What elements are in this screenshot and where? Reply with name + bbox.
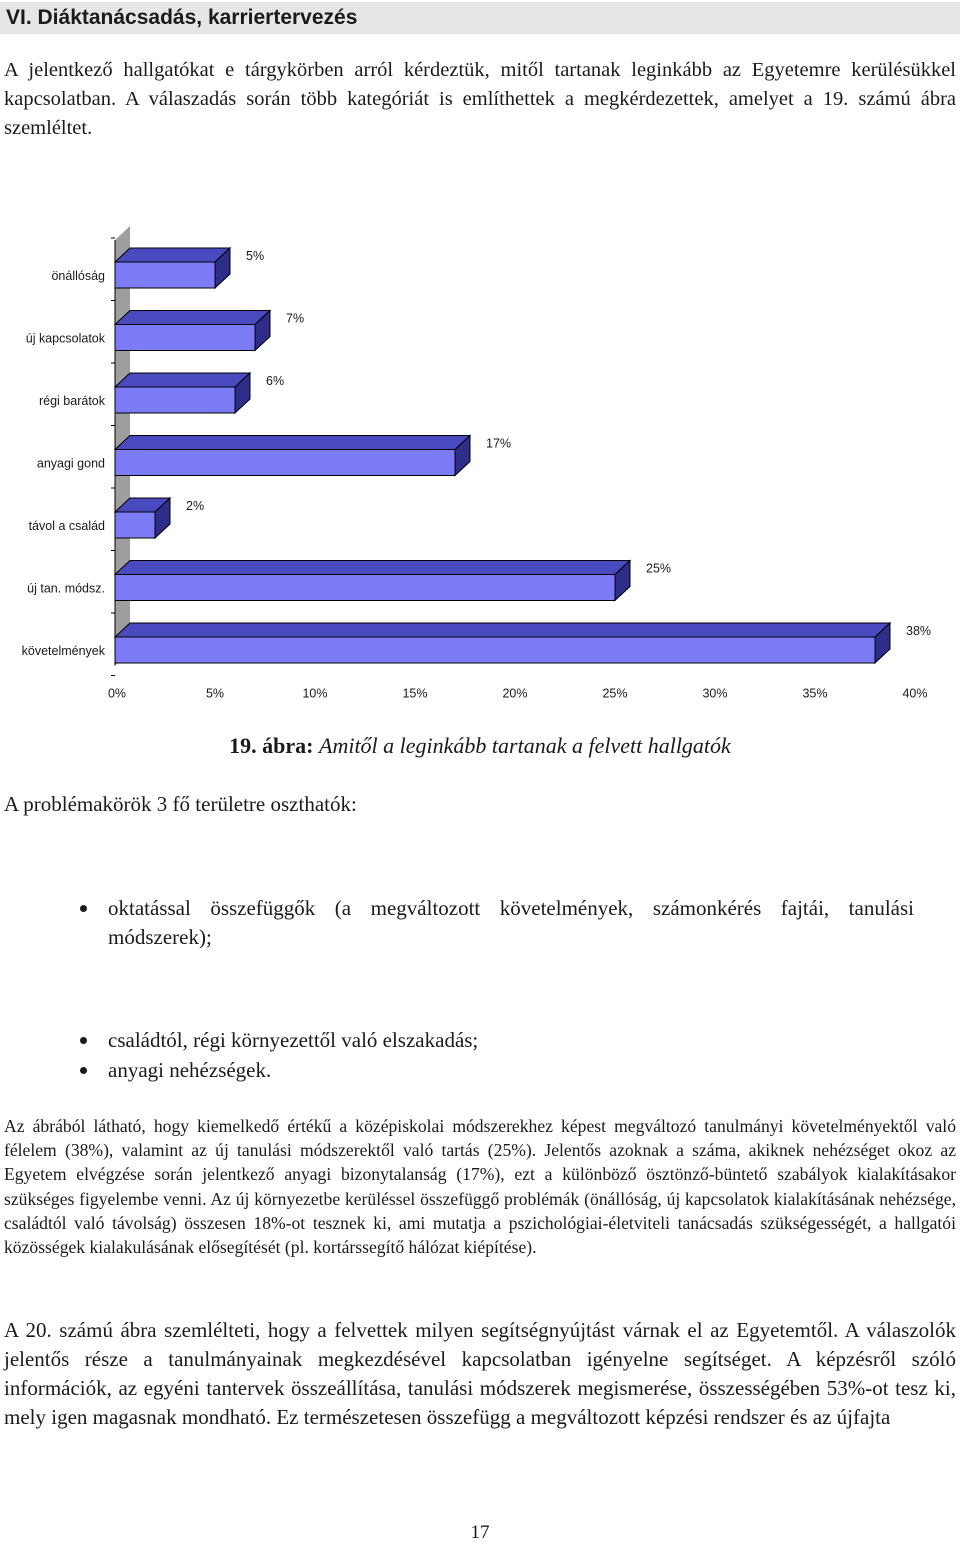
bar-top-face — [115, 623, 890, 637]
bar — [115, 575, 615, 601]
problems-intro: A problémakörök 3 fő területre oszthatók: — [4, 792, 357, 816]
bullet-item: anyagi nehézségek. — [108, 1056, 914, 1085]
chart-axis — [108, 687, 928, 701]
bar-top-face — [115, 311, 270, 325]
bullet-item: családtól, régi környezettől való elszakadás; — [108, 1026, 914, 1055]
x-tick-label: 0% — [107, 686, 127, 701]
x-tick-label: 40% — [902, 686, 928, 701]
bar-top-face — [115, 248, 230, 262]
category-label: új kapcsolatok — [25, 331, 105, 346]
x-tick-label: 35% — [802, 686, 828, 701]
analysis-paragraph: Az ábrából látható, hogy kiemelkedő értékű a középiskolai módszerekhez képest megváltozó tanulmányi követelményektől való félelem (38%), valamint az új tanulási módszerektől való tartás (25%). Jelentős azoknak a száma, akiknek nehézséget okoz az Egyetem elvégzése során jelentkező anyagi bizonytalanság (17%), ezt a különböző ösztönző-büntető szabályok kialakításakor szükséges figyelembe venni. Az új környezetbe kerüléssel összefüggő problémák (önállóság, új kapcsolatok kialakításának nehézsége, családtól való távolság) összesen 18%-ot tesznek ki, ami mutatja a pszichológiai-életviteli tanácsadás szükségességét, a hallgatói közösségek kialakulásának elősegítését (pl. kortárssegítő hálózat kiépítése). — [4, 1116, 956, 1258]
category-label: követelmények — [21, 644, 105, 658]
bullet-item: oktatással összefüggők (a megváltozott követelmények, számonkérés fajtái, tanulási módszerek); — [108, 894, 914, 952]
value-label: 6% — [266, 374, 285, 388]
page-number: 17 — [470, 1522, 490, 1543]
x-tick-label: 10% — [302, 686, 328, 701]
x-tick-label: 25% — [602, 686, 628, 701]
bar — [115, 512, 155, 538]
caption-title: Amitől a leginkább tartanak a felvett hallgatók — [319, 733, 731, 758]
chart-bars — [115, 248, 890, 663]
category-label: önállóság — [51, 269, 105, 283]
bar — [115, 262, 215, 288]
value-label: 5% — [246, 249, 265, 263]
value-label: 38% — [906, 624, 932, 638]
x-tick-label: 20% — [502, 686, 528, 701]
caption-number: 19. ábra: — [229, 733, 314, 758]
bar-top-face — [115, 561, 630, 575]
value-label: 7% — [286, 311, 305, 326]
bar-top-face — [115, 373, 250, 387]
bar-top-face — [115, 436, 470, 450]
value-label: 25% — [646, 561, 672, 576]
value-label: 17% — [486, 436, 512, 451]
value-label: 2% — [186, 499, 205, 513]
x-tick-label: 15% — [402, 686, 428, 701]
fig20-paragraph: A 20. számú ábra szemlélteti, hogy a felvettek milyen segítségnyújtást várnak el az Egyetemtől. A válaszolók jelentős része a tanulmányainak megkezdésével kapcsolatban igényelne segítséget. A képzésről szóló információk, az egyéni tantervek összeállítása, tanulási módszerek megismerése, összességében 53%-ot tesz ki, mely igen magasnak mondható. Ez természetesen összefügg a megváltozott képzési rendszer és az újfajta — [4, 1318, 956, 1429]
bar — [115, 387, 235, 413]
figure-caption — [0, 732, 960, 760]
x-tick-label: 30% — [702, 686, 728, 701]
category-label: távol a család — [28, 519, 105, 533]
section-title: VI. Diáktanácsadás, karriertervezés — [0, 2, 960, 34]
category-label: anyagi gond — [36, 456, 105, 471]
bar-chart — [0, 220, 960, 720]
x-tick-label: 5% — [205, 686, 225, 701]
bar — [115, 450, 455, 476]
bar — [115, 637, 875, 663]
category-label: régi barátok — [38, 394, 105, 408]
category-label: új tan. módsz. — [27, 581, 105, 596]
bar — [115, 325, 255, 351]
intro-paragraph: A jelentkező hallgatókat e tárgykörben arról kérdeztük, mitől tartanak leginkább az Egyetemre kerülésükkel kapcsolatban. A válaszadás során több kategóriát is említhettek a megkérdezettek, amelyet a 19. számú ábra szemléltet. — [4, 59, 956, 139]
